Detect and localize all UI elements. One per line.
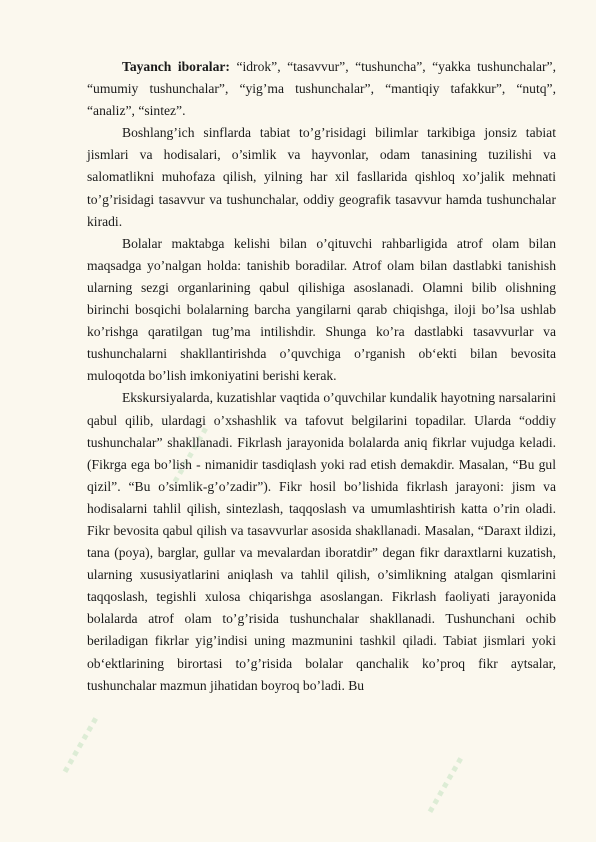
body-paragraph-3: Ekskursiyalarda, kuzatishlar vaqtida o’quvchilar kundalik hayotning narsalarini qabul qilib, ulardagi o’xshashlik va tafovut belgilarini topadilar. Ularda “oddiy tushunchalar” shakllanadi. Fikrlash jarayonida bolalarda aniq fikrlar vujudga keladi. (Fikrga ega bo’lish - nimanidir tasdiqlash yoki rad etish demakdir. Masalan, “Bu gul qizil”. “Bu o’simlik-g’o’zadir”). Fikr hosil bo’lishida fikrlash jarayoni: jism va hodisalarni tahlil qilish, sintezlash, taqqoslash va umumlashtirish katta o’rin oladi. Fikr bevosita qabul qilish va tasavvurlar asosida shakllanadi. Masalan, “Daraxt ildizi, tana (poya), barglar, gullar va mevalardan iboratdir” degan fikr daraxtlarni kuzatish, ularning xususiyatlarini aniqlash va tahlil qilish, o’simlikning atalgan qismlarini taqqoslash, tegishli xulosa chiqarishga asoslangan. Fikrlash faoliyati jarayonida bolalarda atrof olam to’g’risida tushunchalar shakllanadi. Tushunchani ochib beriladigan fikrlar yig’indisi uning mazmunini tashkil qiladi. Tabiat jismlari yoki ob‘ektlarining birortasi to’g’risida bolalar qanchalik ko’proq fikr aytsalar, tushunchalar mazmun jihatidan boyroq bo’ladi. Bu [87,390,556,693]
keywords-list: “idrok”, “tasavvur”, “tushuncha”, “yakka tushunchalar”, “umumiy tushunchalar”, “yig’ma tushunchalar”, “mantiqiy tafakkur”, “nutq”, “analiz”, “sintez”. [87,59,556,119]
watermark-logo: ....... [150,412,216,489]
body-paragraph-1: Boshlang’ich sinflarda tabiat to’g’risidagi bilimlar tarkibiga jonsiz tabiat jismlari va hodisalari, o’simlik va hayvonlar, odam tanasining tuzilishi va salomatlikni muhofaza qilish, yilning har xil fasllarida qishloq xo’jalik mehnati to’g’risidagi tasavvur va tushunchalar, oddiy geografik tasavvur hamda tushunchalar kiradi. [87,125,556,229]
watermark-logo: ....... [405,742,471,819]
keywords-paragraph [87,56,556,122]
document-page [87,56,556,697]
keywords-label: Tayanch iboralar: [122,59,230,74]
watermark-logo: ....... [40,702,106,779]
body-paragraph-2: Bolalar maktabga kelishi bilan o’qituvchi rahbarligida atrof olam bilan maqsadga yo’nalgan holda: tanishib boradilar. Atrof olam bilan dastlabki tanishish ularning sezgi organlarining qabul qilishiga asoslanadi. Olamni bilib olishning birinchi bosqichi bolalarning barcha yangilarni qarab chiqishga, iloji bo’lsa ushlab ko’rishga qaratilgan tug’ma intilishdir. Shunga ko’ra dastlabki tasavvurlar va tushunchalarni shakllantirishda o’quvchiga o’rganish ob‘ekti bilan bevosita muloqotda bo’lish imkoniyatini berishi kerak. [87,235,556,384]
